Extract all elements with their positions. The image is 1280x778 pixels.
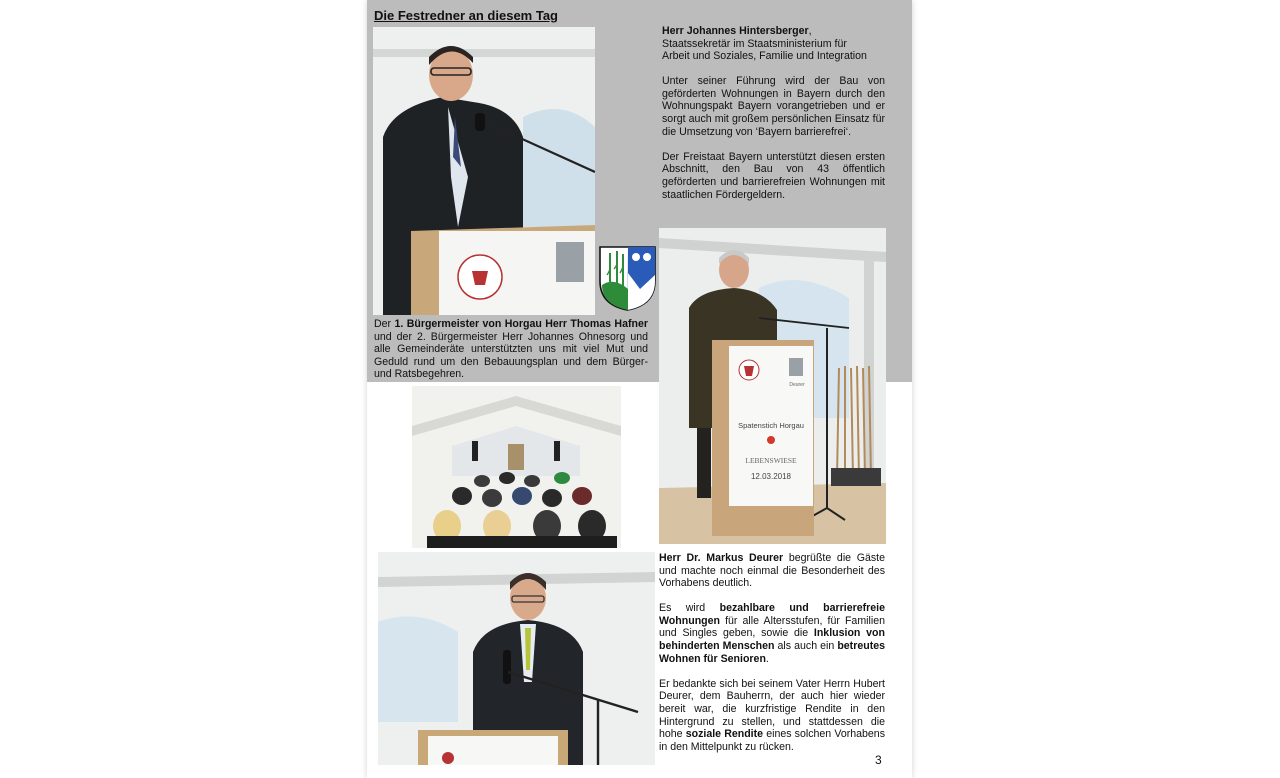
mayor-caption-text2: und der 2. Bürgermeister Herr Johannes Ohnesorg und alle Gemeinderäte unterstützten uns mit viel Mut und Geduld rund um den Bebauungsplan und dem Bürger- und Ratsbegehren.: [374, 330, 648, 381]
podium-event-date: 12.03.2018: [750, 472, 792, 481]
hintersberger-para1: Unter seiner Führung wird der Bau von geförderten Wohnungen in Bayern durch den Wohnungspakt Bayern vorangetrieben und er sorgt auch mit großem persönlichen Einsatz für die Umsetzung von ‘Bayern barrierefrei‘.: [662, 75, 885, 138]
deurer-para2-bold1: bezahlbare und barrierefreie Wohnungen: [659, 602, 885, 627]
deurer-para2: [659, 602, 885, 665]
mayor-caption-text1: Der: [374, 318, 395, 330]
podium-event-title: Spatenstich Horgau: [738, 421, 804, 430]
deurer-para3-text2: eines solchen Vorhabens in den Mittelpunkt zu rücken.: [659, 728, 885, 753]
deurer-para1-text: begrüßte die Gäste und machte noch einmal die Besonderheit des Vorhabens deutlich.: [659, 552, 885, 590]
deurer-name: Herr Dr. Markus Deurer: [659, 552, 784, 564]
coat-of-arms-image: [598, 245, 657, 312]
podium-brand-label: Deurer: [789, 382, 805, 388]
photo-speaker-podium: [659, 228, 886, 544]
deurer-para3-bold1: soziale Rendite: [685, 728, 764, 741]
hintersberger-text: [662, 25, 885, 214]
deurer-para2-text4: .: [765, 652, 769, 665]
hintersberger-title-line2: Arbeit und Soziales, Familie und Integration: [662, 50, 867, 63]
hintersberger-name-suffix: ,: [808, 25, 812, 37]
photo-hintersberger-image: [373, 27, 595, 315]
document-page: [367, 0, 912, 778]
photo-audience-tent-image: [412, 386, 621, 548]
page-heading: Die Festredner an diesem Tag: [374, 8, 558, 23]
deurer-para3: [659, 678, 885, 754]
deurer-para1: [659, 552, 885, 590]
mayor-caption: [374, 318, 648, 381]
deurer-para2-bold2: Inklusion von behinderten Menschen: [659, 627, 885, 653]
deurer-para2-bold3: betreutes Wohnen für Senioren: [659, 640, 885, 665]
deurer-text: [659, 552, 885, 766]
podium-event-name: LEBENSWIESE: [745, 456, 797, 465]
deurer-para2-text1: Es wird: [659, 602, 720, 615]
photo-markus-deurer: [378, 552, 655, 765]
deurer-para3-text1: Er bedankte sich bei seinem Vater Herrn Hubert Deurer, dem Bauherrn, der auch hier wieder bereit war, die kurzfristige Rendite in den Hintergrund zu stellen, und stattdessen die hohe: [659, 677, 885, 741]
deurer-para2-text3: als auch ein: [774, 640, 838, 653]
mayor-caption-bold: 1. Bürgermeister von Horgau Herr Thomas Hafner: [394, 318, 648, 330]
photo-markus-deurer-image: [378, 552, 655, 765]
coat-of-arms-emblem: [598, 245, 657, 312]
photo-audience-tent: [412, 386, 621, 548]
hintersberger-heading: [662, 25, 885, 38]
hintersberger-name: Herr Johannes Hintersberger: [662, 25, 809, 37]
hintersberger-title-line1: Staatssekretär im Staatsministerium für: [662, 37, 847, 50]
hintersberger-para2: Der Freistaat Bayern unterstützt diesen ersten Abschnitt, den Bau von 43 öffentlich geförderten und barrierefreien Wohnungen mit staatlichen Fördergeldern.: [662, 150, 885, 201]
photo-hintersberger: [373, 27, 595, 315]
page-number: 3: [875, 753, 882, 767]
photo-speaker-podium-image: [659, 228, 886, 544]
deurer-para2-text2: für alle Altersstufen, für Familien und Singles geben, sowie die: [659, 614, 885, 640]
